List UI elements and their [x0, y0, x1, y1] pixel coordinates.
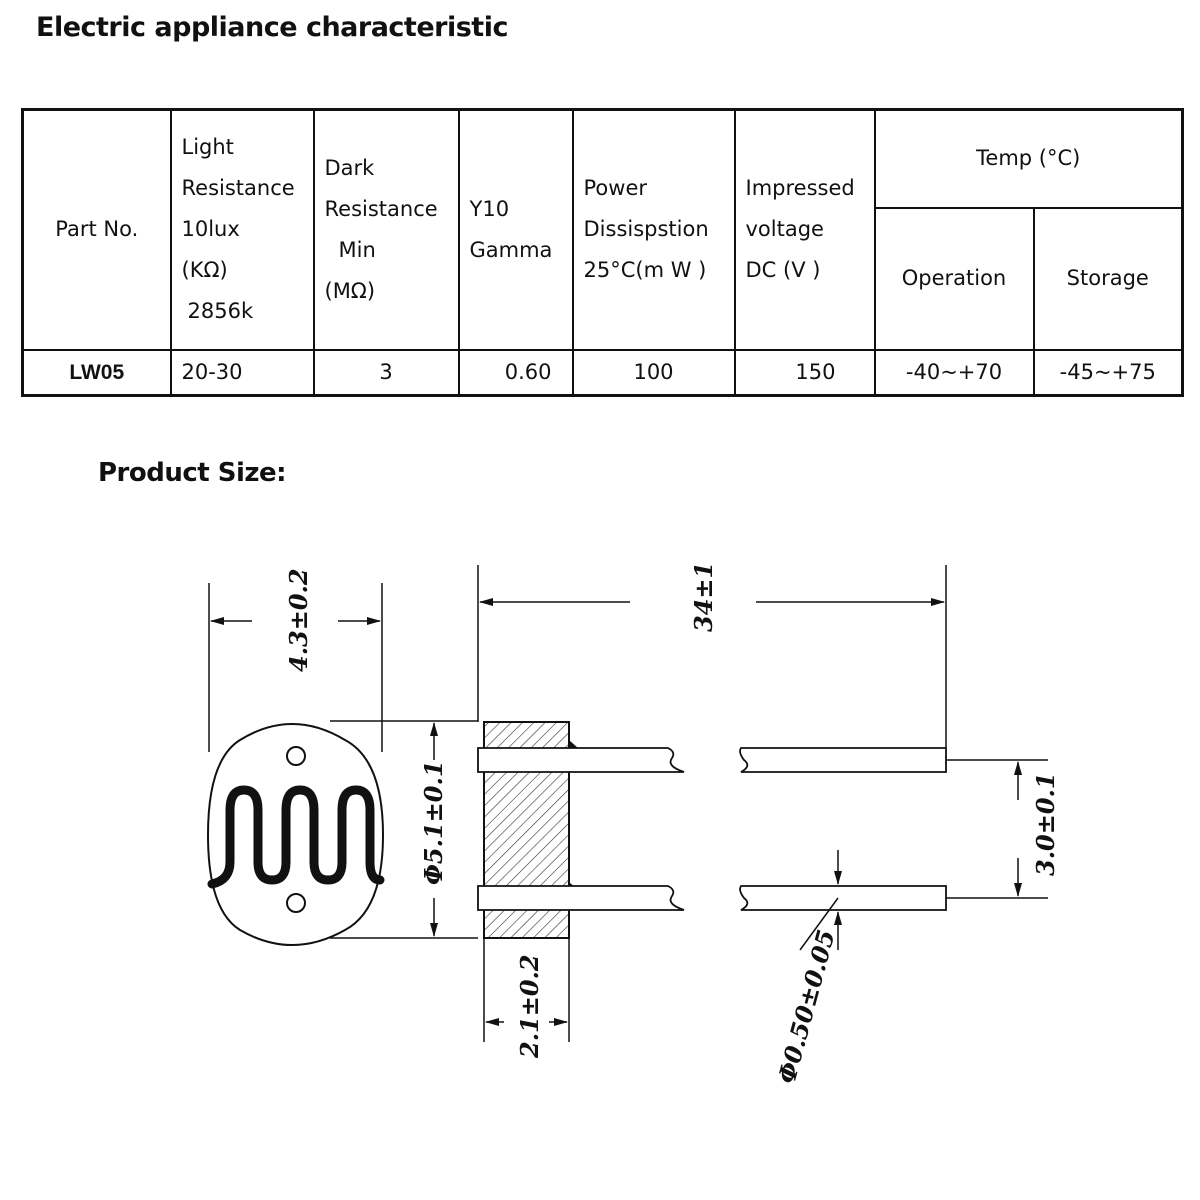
header-line: Gamma [469, 237, 553, 262]
cell-light-resistance: 20-30 [171, 350, 314, 396]
header-line: 25°C(m W ) [583, 258, 707, 283]
header-line: Dissispstion [583, 217, 709, 242]
dim-pitch-label: 3.0±0.1 [1031, 772, 1060, 876]
dim-width-label: 4.3±0.2 [284, 568, 313, 672]
header-storage: Storage [1034, 208, 1183, 350]
cell-voltage: 150 [735, 350, 875, 396]
cell-operation: -40~+70 [875, 350, 1034, 396]
header-part-no: Part No. [23, 110, 171, 350]
dim-thickness-label: 2.1±0.2 [515, 954, 544, 1058]
header-line: 10lux [181, 217, 240, 242]
cell-storage: -45~+75 [1034, 350, 1183, 396]
sensor-side-view [478, 722, 946, 938]
cell-power: 100 [573, 350, 735, 396]
sensor-top-view [208, 724, 383, 945]
header-temp: Temp (°C) [875, 110, 1183, 208]
page-title: Electric appliance characteristic [36, 12, 508, 43]
dim-lead-label: Φ0.50±0.05 [771, 926, 841, 1087]
header-line: Dark [324, 155, 375, 180]
mount-hole [287, 747, 305, 765]
header-line: voltage [745, 217, 824, 242]
lead-upper-end [740, 748, 946, 772]
header-line: Resistance [181, 176, 295, 201]
header-line: Light [181, 135, 234, 160]
header-line: Y10 [469, 196, 510, 221]
mount-hole [287, 894, 305, 912]
header-line: Power [583, 176, 647, 201]
lead-upper [478, 748, 684, 772]
dim-diameter-label: Φ5.1±0.1 [419, 760, 448, 885]
section-title: Product Size: [98, 458, 287, 488]
header-line: Min [338, 237, 376, 262]
cell-gamma: 0.60 [459, 350, 573, 396]
header-line: (MΩ) [324, 278, 376, 303]
lead-lower [478, 886, 684, 910]
header-line: Impressed [745, 176, 855, 201]
header-line: DC (V ) [745, 258, 821, 283]
header-line: (KΩ) [181, 258, 228, 283]
cell-part-no: LW05 [23, 350, 171, 396]
cell-dark-resistance: 3 [314, 350, 459, 396]
dim-length-label: 34±1 [689, 561, 718, 632]
lead-lower-end [740, 886, 946, 910]
header-operation: Operation [875, 208, 1034, 350]
header-line: Resistance [324, 196, 438, 221]
header-line: 2856k [187, 299, 254, 324]
